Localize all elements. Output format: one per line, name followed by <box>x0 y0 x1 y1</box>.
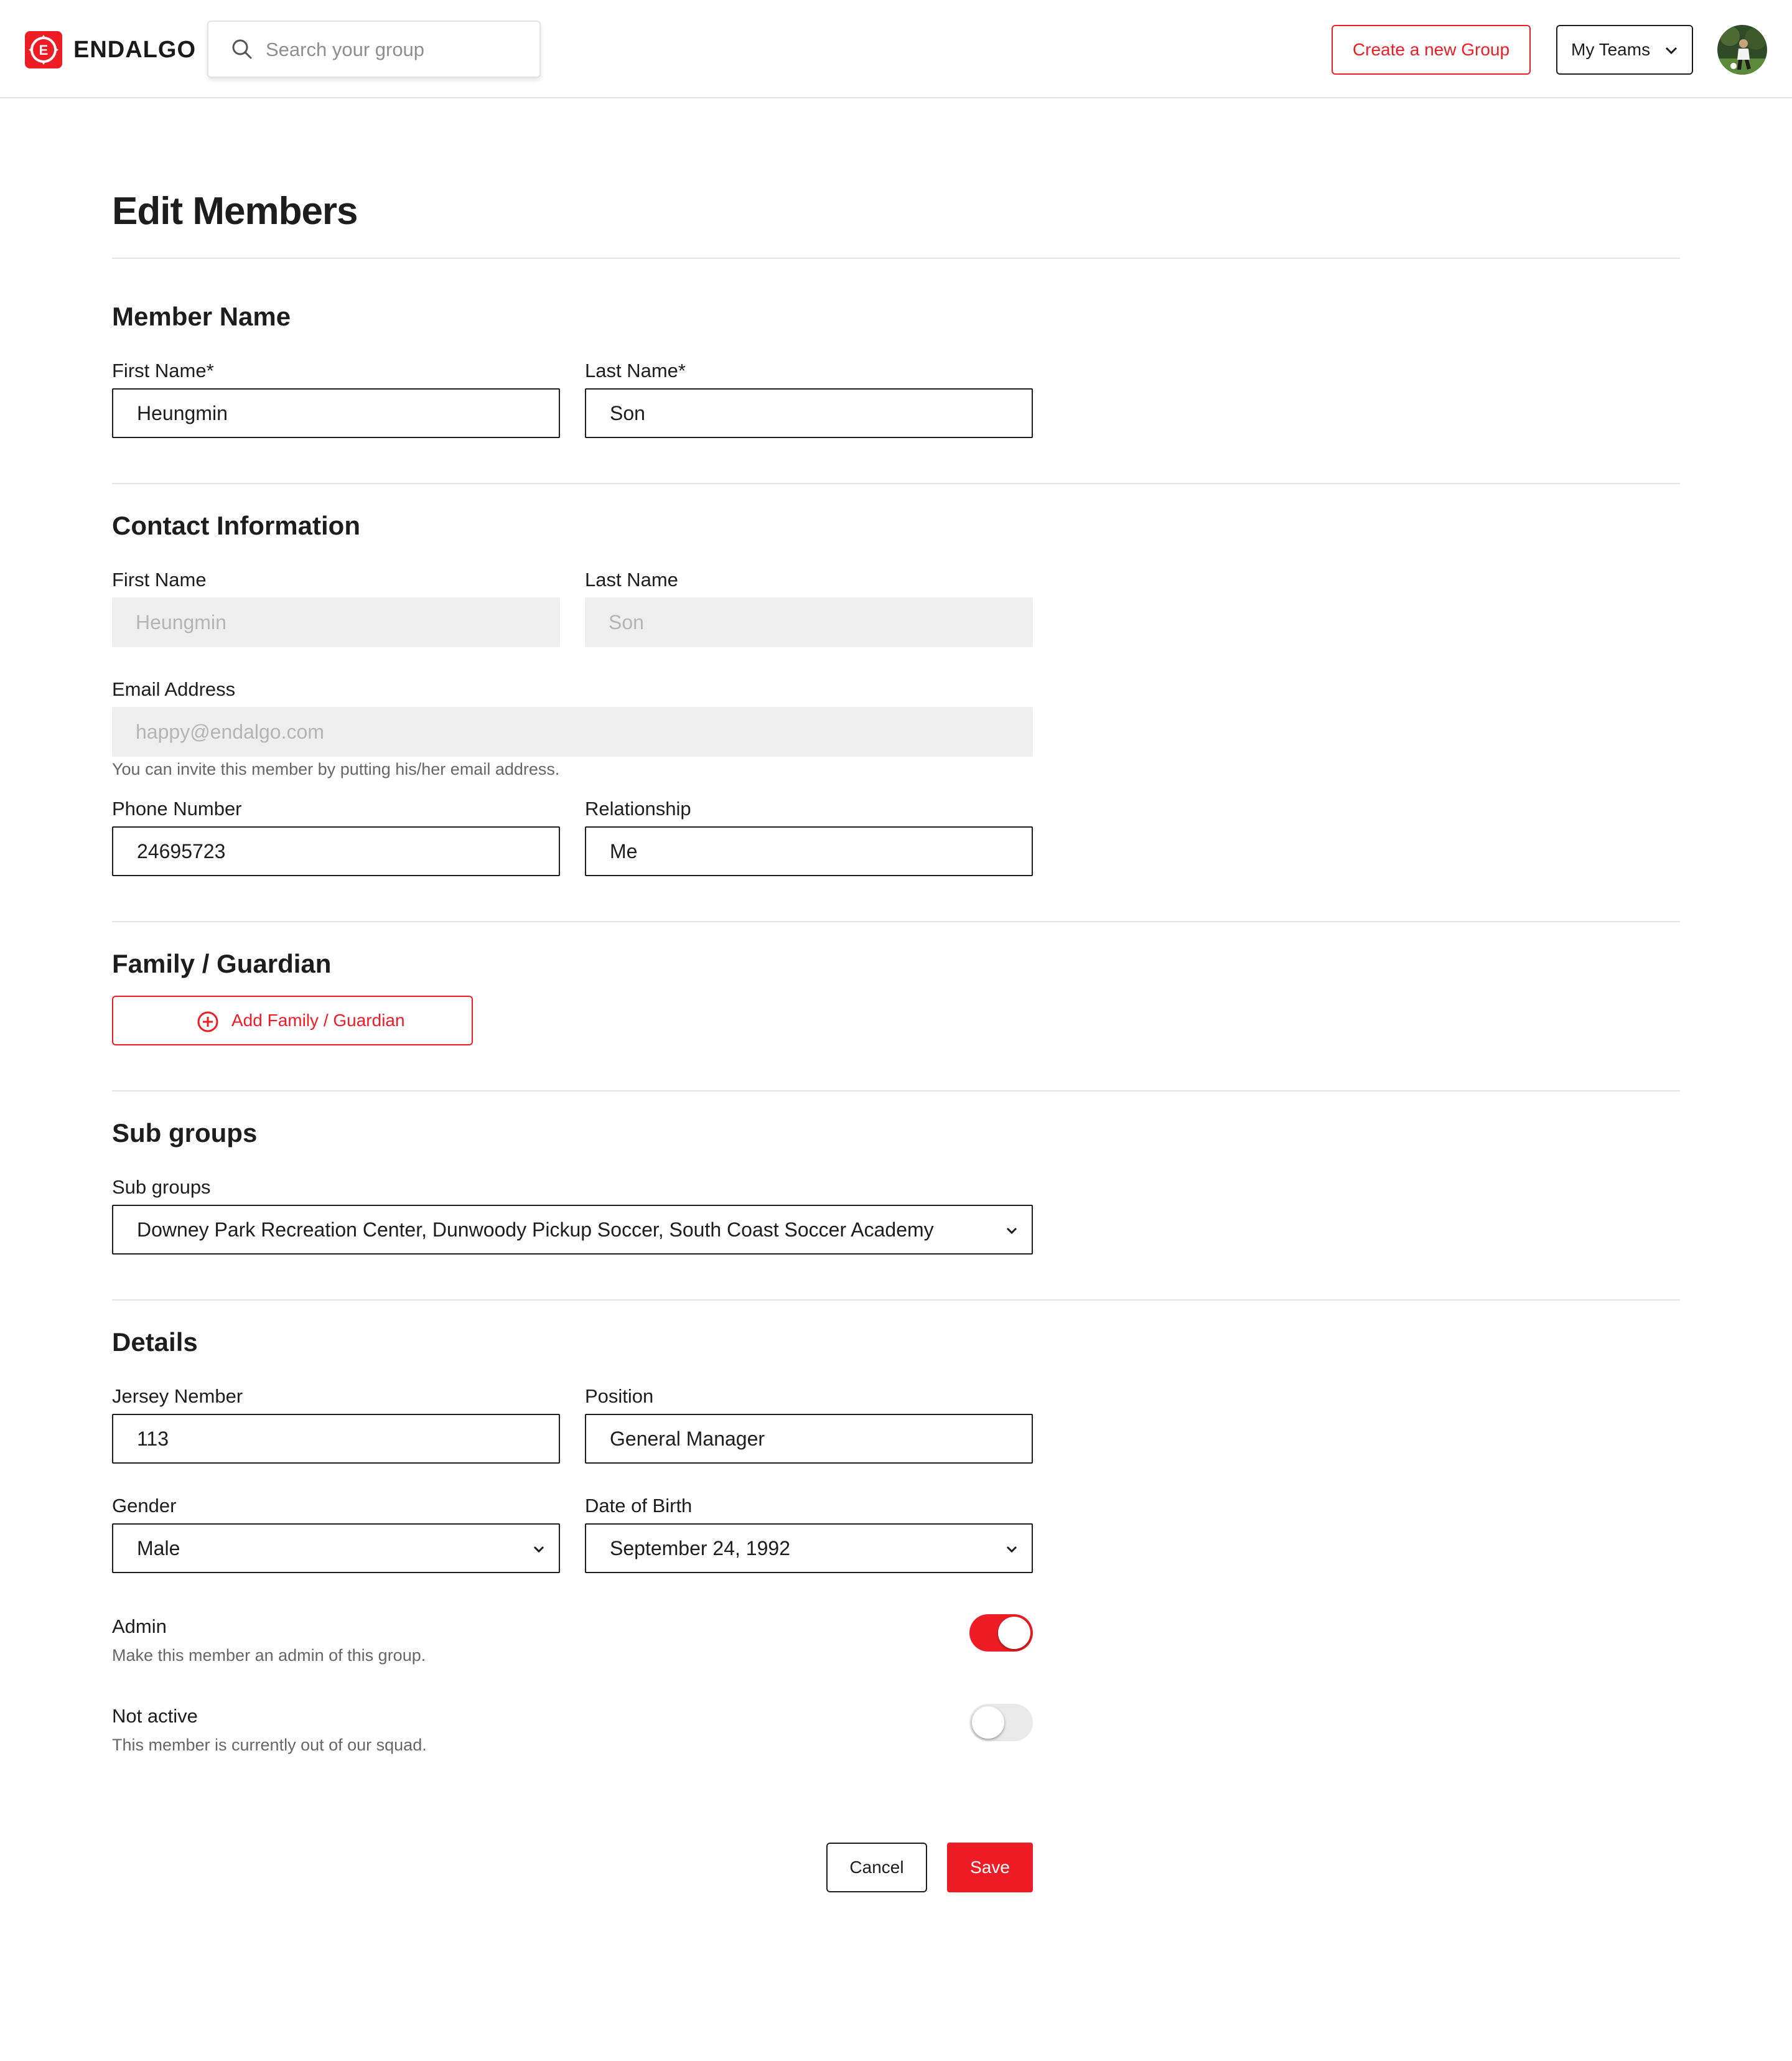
date-of-birth-label: Date of Birth <box>585 1495 693 1517</box>
group-search-box[interactable] <box>207 21 541 78</box>
email-helper-text: You can invite this member by putting his/her email address. <box>112 760 560 778</box>
sub-groups-value: Downey Park Recreation Center, Dunwoody Pickup Soccer, South Coast Soccer Academy <box>137 1218 934 1241</box>
position-input[interactable] <box>585 1414 1033 1464</box>
contact-information-heading: Contact Information <box>112 511 360 540</box>
sub-groups-heading: Sub groups <box>112 1118 258 1147</box>
section-divider <box>112 921 1680 922</box>
position-label: Position <box>585 1385 654 1407</box>
page-title: Edit Members <box>112 190 358 233</box>
email-value: happy@endalgo.com <box>136 721 324 743</box>
first-name-input[interactable] <box>112 388 560 438</box>
chevron-down-icon <box>1006 1543 1018 1556</box>
section-divider <box>112 483 1680 484</box>
plus-circle-icon <box>197 1011 219 1033</box>
create-group-button[interactable]: Create a new Group <box>1332 25 1531 75</box>
not-active-description: This member is currently out of our squad. <box>112 1736 427 1754</box>
add-family-guardian-label: Add Family / Guardian <box>231 1011 405 1030</box>
jersey-number-label: Jersey Nember <box>112 1385 243 1407</box>
gender-label: Gender <box>112 1495 177 1517</box>
chevron-down-icon <box>533 1543 545 1556</box>
toggle-knob <box>972 1706 1004 1739</box>
first-name-label: First Name* <box>112 360 214 381</box>
user-avatar[interactable] <box>1717 25 1767 75</box>
relationship-value: Me <box>610 840 638 862</box>
save-button[interactable]: Save <box>947 1843 1033 1892</box>
relationship-input[interactable] <box>585 826 1033 876</box>
relationship-label: Relationship <box>585 798 691 820</box>
chevron-down-icon <box>1664 44 1678 57</box>
sub-groups-label: Sub groups <box>112 1176 211 1198</box>
admin-description: Make this member an admin of this group. <box>112 1646 426 1665</box>
admin-toggle[interactable] <box>969 1614 1033 1652</box>
sub-groups-select[interactable] <box>112 1205 1033 1255</box>
contact-first-name-field <box>112 597 560 647</box>
endalgo-logo-icon[interactable] <box>25 31 62 68</box>
last-name-value: Son <box>610 402 645 424</box>
contact-first-name-label: First Name <box>112 569 207 591</box>
my-teams-label: My Teams <box>1571 40 1651 59</box>
position-value: General Manager <box>610 1428 765 1450</box>
first-name-value: Heungmin <box>137 402 228 424</box>
chevron-down-icon <box>1006 1225 1018 1237</box>
contact-first-name-value: Heungmin <box>136 611 226 633</box>
contact-last-name-label: Last Name <box>585 569 678 591</box>
date-of-birth-select[interactable] <box>585 1523 1033 1573</box>
family-guardian-heading: Family / Guardian <box>112 949 332 978</box>
last-name-label: Last Name* <box>585 360 686 381</box>
section-divider <box>112 1299 1680 1301</box>
not-active-title: Not active <box>112 1705 198 1727</box>
jersey-number-value: 113 <box>137 1428 169 1450</box>
not-active-toggle[interactable] <box>969 1704 1033 1741</box>
jersey-number-input[interactable] <box>112 1414 560 1464</box>
details-heading: Details <box>112 1327 198 1357</box>
section-divider <box>112 258 1680 259</box>
top-navigation-bar <box>0 0 1792 98</box>
search-input[interactable] <box>264 33 528 67</box>
phone-input[interactable] <box>112 826 560 876</box>
email-field <box>112 707 1033 757</box>
gender-select[interactable] <box>112 1523 560 1573</box>
contact-last-name-field <box>585 597 1033 647</box>
search-icon <box>231 38 253 60</box>
logo-wordmark[interactable]: ENDALGO <box>73 37 196 63</box>
member-name-heading: Member Name <box>112 302 291 331</box>
add-family-guardian-button[interactable] <box>112 996 473 1045</box>
date-of-birth-value: September 24, 1992 <box>610 1537 790 1559</box>
admin-title: Admin <box>112 1615 167 1637</box>
last-name-input[interactable] <box>585 388 1033 438</box>
phone-value: 24695723 <box>137 840 226 862</box>
toggle-knob <box>998 1617 1030 1649</box>
my-teams-dropdown[interactable] <box>1556 25 1693 75</box>
phone-label: Phone Number <box>112 798 242 820</box>
contact-last-name-value: Son <box>609 611 644 633</box>
gender-value: Male <box>137 1537 180 1559</box>
section-divider <box>112 1090 1680 1091</box>
cancel-button[interactable]: Cancel <box>826 1843 927 1892</box>
email-label: Email Address <box>112 678 236 700</box>
svg-text:E: E <box>39 42 49 58</box>
